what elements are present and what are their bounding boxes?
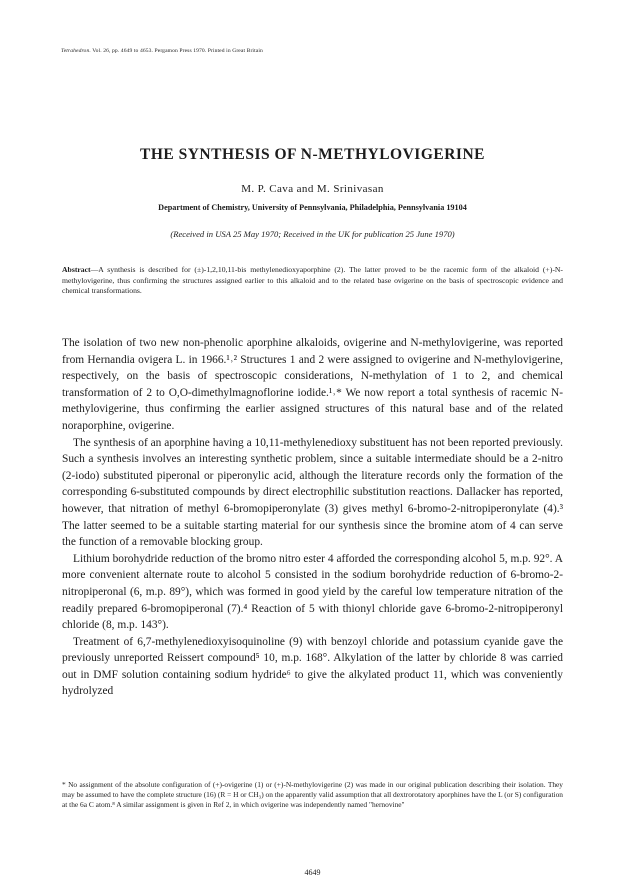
footnote: * No assignment of the absolute configuration of (+)-ovigerine (1) or (+)-N-methylovigerine (2) was made in our original publication describing their isolation. They may be assumed to have the complete structure (16) (R = H or CH₃) on the apparently valid assumption that all dextrorotatory aporphines have the L (or S) configuration at the 6a C atom.⁸ A similar assignment is given in Ref 2, in which ovigerine was independently named "hernovine" (62, 780, 563, 810)
paragraph-3: Lithium borohydride reduction of the bromo nitro ester 4 afforded the corresponding alcohol 5, m.p. 92°. A more convenient alternate route to alcohol 5 consisted in the sodium borohydride reduction of 6-bromo-2-nitropiperonal (6, m.p. 89°), which was formed in good yield by the careful low temperature nitration of the readily prepared 6-bromopiperonal (7).⁴ Reaction of 5 with thionyl chloride gave 6-bromo-2-nitropiperonyl chloride (8, m.p. 143°). (62, 552, 563, 632)
citation-info: Vol. 26, pp. 4649 to 4653. Pergamon Press 1970. Printed in Great Britain (92, 48, 263, 54)
abstract-text: —A synthesis is described for (±)-1,2,10,11-bis methylenedioxyaporphine (2). The latter proved to be the racemic form of the alkaloid (+)-N-methylovigerine, thus confirming the structures assigned earlier to this alkaloid and to the related base ovigerine on the basis of spectroscopic evidence and chemical transformations. (62, 265, 563, 296)
running-header (61, 48, 263, 54)
paper-title: THE SYNTHESIS OF N-METHYLOVIGERINE (139, 146, 485, 163)
paragraph-2: The synthesis of an aporphine having a 10,11-methylenedioxy substituent has not been reported previously. Such a synthesis involves an interesting synthetic problem, since a suitable intermediate should be a 2-nitro (2-iodo) substituted piperonal or piperonylic acid, although the literature records only the formation of the corresponding 6-substituted compounds by direct electrophilic substitution reactions. Dallacker has reported, however, that nitration of methyl 6-bromopiperonylate (3) gives methyl 6-bromo-2-nitropiperonylate (4).³ The latter seemed to be a suitable starting material for our synthesis since the bromine atom of 4 can serve the function of a removable blocking group. (62, 436, 563, 549)
page-number: 4649 (304, 868, 321, 877)
paragraph-1: The isolation of two new non-phenolic aporphine alkaloids, ovigerine and N-methylovigerine, was reported from Hernandia ovigera L. in 1966.¹˒² Structures 1 and 2 were assigned to ovigerine and N-methylovigerine, respectively, on the basis of spectroscopic considerations, N-methylation of 1 to 2, and chemical transformation of 2 to O,O-dimethylmagnoflorine iodide.¹˒* We now report a total synthesis of racemic N-methylovigerine, thus confirming the earlier assigned structures of this natural base and of the related noraporphine, ovigerine. (62, 337, 563, 432)
body-text (62, 335, 563, 700)
received-dates: (Received in USA 25 May 1970; Received in the UK for publication 25 June 1970) (170, 229, 455, 239)
journal-name: Tetrahedron. (61, 48, 91, 54)
abstract (62, 265, 563, 297)
abstract-label: Abstract (62, 265, 91, 274)
affiliation: Department of Chemistry, University of Pennsylvania, Philadelphia, Pennsylvania 19104 (158, 203, 467, 212)
authors: M. P. Cava and M. Srinivasan (241, 183, 384, 195)
paragraph-4: Treatment of 6,7-methylenedioxyisoquinoline (9) with benzoyl chloride and potassium cyanide gave the previously unreported Reissert compound⁵ 10, m.p. 168°. Alkylation of the latter by chloride 8 was carried out in DMF solution containing sodium hydride⁶ to give the alkylated product 11, which was conveniently hydrolyzed (62, 635, 563, 698)
